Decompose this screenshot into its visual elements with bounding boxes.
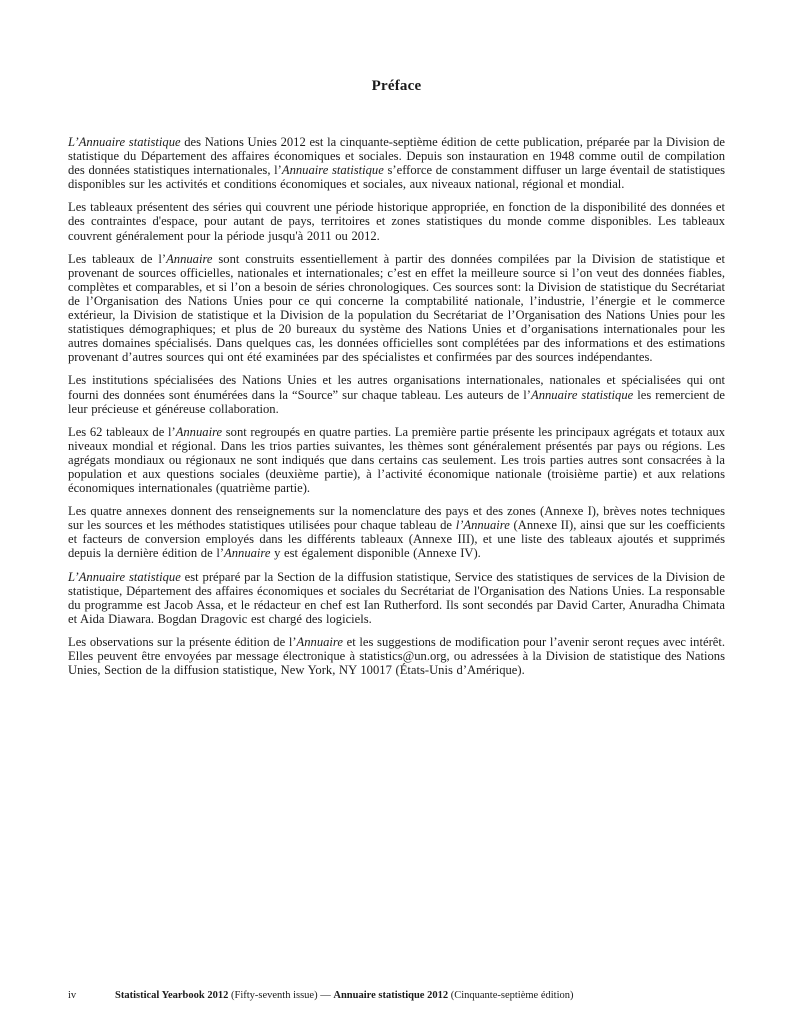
footer-text <box>115 990 574 1002</box>
text-run: l’Annuaire <box>455 518 510 533</box>
text-run: (Fifty-seventh issue) — <box>230 990 334 1001</box>
text-run: Annuaire <box>224 546 271 561</box>
text-run: est préparé par la Section de la diffusion statistique, Service des statistiques de services de la Division de statistique, Département des affaires économiques et sociales du Secrétariat de l'Organisation des Nations Unies. La responsable du programme est Jacob Assa, et le rédacteur en chef est Ian Rutherford. Ils sont secondés par David Carter, Anuradha Chimata et Aida Diawara. Bogdan Dragovic est chargé des logiciels. <box>68 569 725 626</box>
text-run: Les institutions spécialisées des Nations Unies et les autres organisations internationales, nationales et spécialisées qui ont fourni des données sont énumérées dans la “Source” sur chaque tableau. Les auteurs de l’ <box>68 373 725 402</box>
paragraph <box>68 252 725 365</box>
page-footer <box>68 990 725 1002</box>
text-run: (Cinquante-septième édition) <box>450 990 574 1001</box>
text-run: Annuaire statistique 2012 <box>333 990 451 1001</box>
text-run: sont construits essentiellement à partir des données compilées par la Division de statistique et provenant de sources officielles, nationales et internationales; c’est en effet la meilleure source si l’on veut des données fiables, complètes et comparables, et si l’on a besoin de séries chronologiques. Ces sources sont: la Division de statistique du Secrétariat de l’Organisation des Nations Unies pour ce qui concerne la comptabilité nationale, l’industrie, l’énergie et le commerce extérieur, la Division de statistique et la Division de la population du Secrétariat de l’Organisation des Nations Unies pour les statistiques démographiques; et plus de 20 bureaux du système des Nations Unies et d’organisations internationales pour les autres domaines spécialisés. Dans quelques cas, les données officielles sont complétées par des informations et des estimations provenant d’autres sources qui ont été examinées par des spécialistes et confirmées par des sources indépendantes. <box>68 251 725 365</box>
paragraph <box>68 373 725 415</box>
text-run: Annuaire <box>175 424 223 439</box>
text-run: les remercient de leur précieuse et généreuse collaboration. <box>68 387 725 416</box>
text-run: s’efforce de constamment diffuser un large éventail de statistiques disponibles sur les activités et conditions économiques et sociales, aux niveaux national, régional et mondial. <box>68 163 726 192</box>
text-run: Les tableaux présentent des séries qui couvrent une période historique appropriée, en fonction de la disponibilité des données et des contraintes d'espace, pour autant de pays, territoires et zones statistiques du monde comme disponibles. Les tableaux couvrent généralement pour la période jusqu'à 2011 ou 2012. <box>68 200 725 243</box>
text-run: L’Annuaire statistique <box>68 569 181 584</box>
paragraph <box>68 425 725 495</box>
text-run: Annuaire statistique <box>281 163 384 178</box>
text-run: Annuaire statistique <box>531 387 634 402</box>
footer-page-number: iv <box>68 990 77 1001</box>
text-run: sont regroupés en quatre parties. La première partie présente les principaux agrégats et totaux aux niveaux mondial et régional. Dans les trios parties suivantes, les thèmes sont généralement présentés par pays ou régions. Les agrégats mondiaux ou régionaux ne sont indiqués que dans certains cas seulement. Les trois parties autres sont consacrées à la population et aux questions sociales (deuxième partie), à l’activité économique nationale (troisième partie) et aux relations économiques internationales (quatrième partie). <box>68 424 726 496</box>
text-run: Statistical Yearbook 2012 <box>115 990 231 1001</box>
page-content <box>68 78 725 686</box>
text-run: L’Annuaire statistique <box>68 135 181 149</box>
text-run: Annuaire <box>296 634 343 649</box>
page-title: Préface <box>371 78 422 94</box>
paragraphs <box>68 135 725 677</box>
paragraph <box>68 200 725 242</box>
text-run: Les quatre annexes donnent des renseignements sur la nomenclature des pays et des zones (Annexe I), brèves notes techniques sur les sources et les méthodes statistiques utilisées pour chaque tableau de <box>68 504 725 533</box>
paragraph <box>68 635 725 677</box>
text-run: Les 62 tableaux de l’ <box>68 424 176 439</box>
paragraph <box>68 570 725 626</box>
text-run: y est également disponible (Annexe IV). <box>270 546 481 561</box>
paragraph <box>68 504 725 560</box>
text-run: Les tableaux de l’ <box>68 251 167 266</box>
paragraph <box>68 135 725 191</box>
text-run: et les suggestions de modification pour l’avenir seront reçues avec intérêt. Elles peuvent être envoyées par message électronique à statistics@un.org, ou adressées à la Division de statistique des Nations Unies, Section de la diffusion statistique, New York, NY 10017 (États-Unis d’Amérique). <box>68 634 725 678</box>
text-run: (Annexe II), ainsi que sur les coefficients et facteurs de conversion employés dans les différents tableaux (Annexe III), et une liste des tableaux ajoutés et supprimés depuis la dernière édition de l’ <box>68 518 725 561</box>
text-run: Les observations sur la présente édition de l’ <box>68 634 297 649</box>
text-run: des Nations Unies 2012 est la cinquante-septième édition de cette publication, préparée par la Division de statistique du Département des affaires économiques et sociales. Depuis son instauration en 1948 comme outil de compilation des données statistiques internationales, l’ <box>68 135 725 178</box>
text-run: Annuaire <box>166 251 213 266</box>
